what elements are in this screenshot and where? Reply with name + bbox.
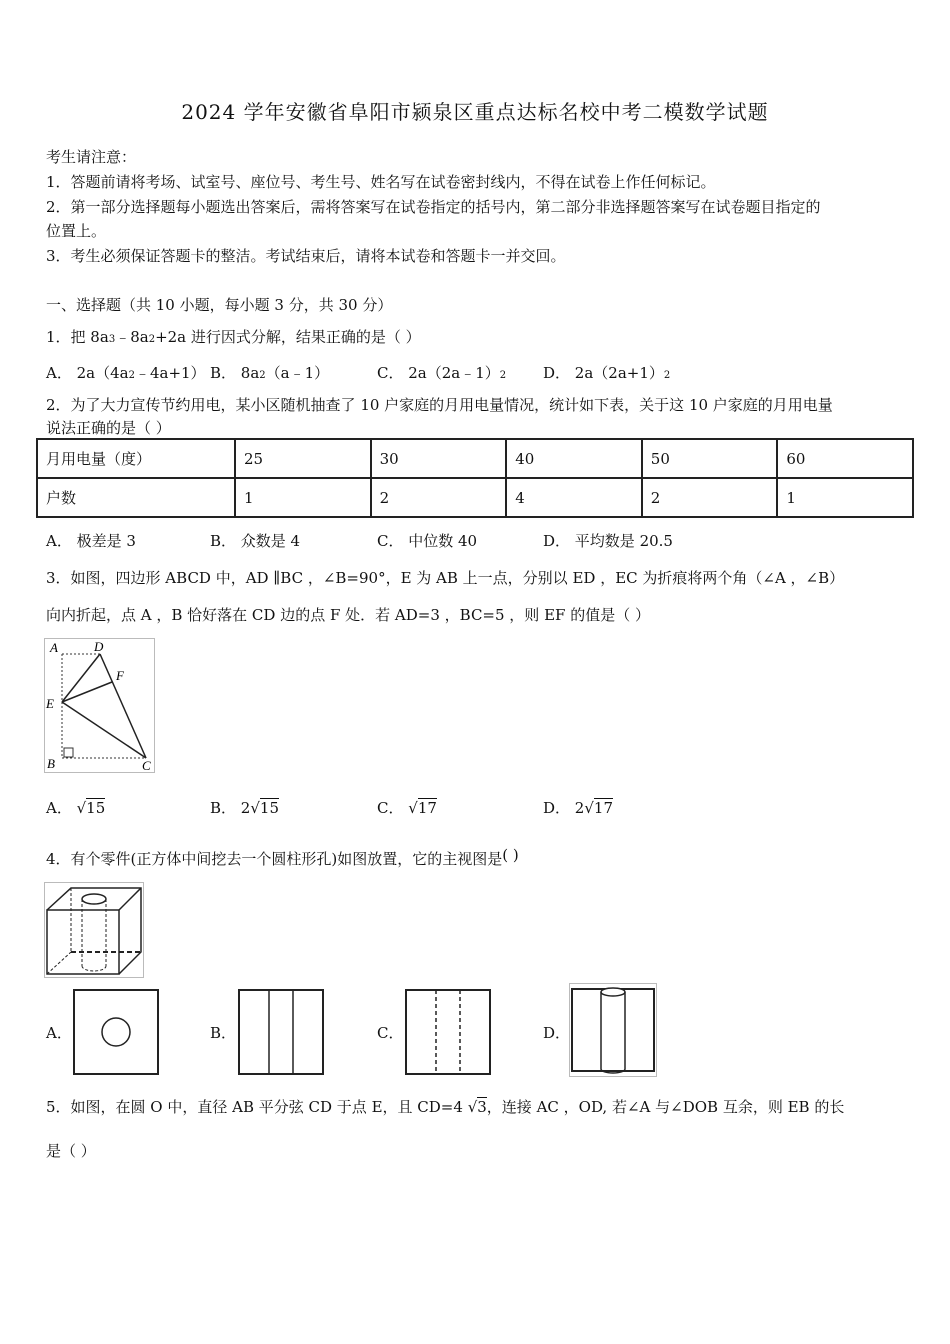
- q5-stem-2: 是（ ）: [46, 1142, 96, 1160]
- q1-option-d[interactable]: [543, 362, 670, 383]
- q1-c-exp: 2: [499, 370, 507, 381]
- q3-label-c: C: [142, 758, 151, 773]
- q1-b-text-2: （a﹣1）: [265, 364, 330, 382]
- q4-option-d-figure[interactable]: [569, 983, 657, 1077]
- q4-stem: [46, 848, 519, 869]
- q2-option-d[interactable]: D． 平均数是 20.5: [543, 532, 673, 550]
- q3-a-text: A．: [46, 799, 72, 817]
- q1-d-text: D． 2a（2a+1）: [543, 364, 664, 382]
- q1-stem: [46, 326, 421, 347]
- q5-radicand: 3: [477, 1098, 487, 1116]
- q5-stem-text-2: ，连接 AC ，OD, 若∠A 与∠DOB 互余，则 EB 的长: [486, 1098, 845, 1116]
- q5-stem-1: 5．如图，在圆 O 中，直径 AB 平分弦 CD 于点 E，且 CD=4 √3，连接 AC ，OD, 若∠A 与∠DOB 互余，则 EB 的长: [46, 1098, 845, 1116]
- q3-figure: [44, 638, 156, 774]
- q4-stem-text: 4．有个零件(正方体中间挖去一个圆柱形孔)如图放置，它的主视图是: [46, 850, 503, 868]
- q3-label-d: D: [94, 639, 104, 654]
- q3-label-b: B: [47, 756, 55, 771]
- q1-option-b[interactable]: [210, 362, 329, 383]
- q2-option-c[interactable]: C． 中位数 40: [377, 532, 478, 550]
- q1-stem-text-2: ﹣8a: [115, 328, 149, 346]
- q4-option-d[interactable]: D．: [543, 1024, 571, 1042]
- q4-hole-top: [82, 894, 106, 904]
- q4-a-circle: [102, 1018, 130, 1046]
- q3-d-radicand: 17: [593, 799, 613, 817]
- q4-cube-front: [47, 910, 119, 974]
- q4-b-square: [239, 990, 323, 1074]
- q3-option-c[interactable]: C． √17: [377, 799, 437, 817]
- q4-option-c[interactable]: C．: [377, 1024, 404, 1042]
- q3-label-a: A: [50, 640, 58, 655]
- q2-stem-1: 2．为了大力宣传节约用电，某小区随机抽查了 10 户家庭的月用电量情况，统计如下表，关于这 10 户家庭的月用电量: [46, 396, 833, 414]
- q4-c-square: [406, 990, 490, 1074]
- q3-c-radicand: 17: [417, 799, 437, 817]
- q1-stem-text: 1．把 8a: [46, 328, 109, 346]
- q3-b-text: B． 2: [210, 799, 251, 817]
- q4-a-square: [74, 990, 158, 1074]
- section-heading: 一、选择题（共 10 小题，每小题 3 分，共 30 分）: [46, 296, 393, 314]
- notice-item-1: 1．答题前请将考场、试室号、座位号、考生号、姓名写在试卷密封线内，不得在试卷上作任何标记。: [46, 173, 716, 191]
- q4-hole-bottom: [82, 966, 106, 971]
- q1-exp-2: 2: [148, 334, 156, 345]
- table-row: [37, 478, 913, 517]
- q1-b-exp: 2: [259, 370, 266, 381]
- notice-heading: 考生请注意：: [46, 148, 137, 166]
- notice-item-2-cont: 位置上。: [46, 222, 107, 240]
- q1-a-text-2: ﹣4a+1）: [134, 364, 206, 382]
- q3-option-b[interactable]: B． 2√15: [210, 799, 279, 817]
- q3-option-d[interactable]: D． 2√17: [543, 799, 613, 817]
- q3-label-f: F: [116, 668, 124, 683]
- q1-a-text: A． 2a（4a: [46, 364, 129, 382]
- table-cell: 1: [235, 478, 371, 517]
- q3-stem-2: 向内折起，点 A ，B 恰好落在 CD 边的点 F 处．若 AD=3 ，BC=5 ，则 EF 的值是（ ）: [46, 606, 650, 624]
- q1-b-text: B． 8a: [210, 364, 260, 382]
- q4-option-a-figure[interactable]: [72, 988, 160, 1076]
- q2-option-a[interactable]: A． 极差是 3: [46, 532, 136, 550]
- q3-option-a[interactable]: A． √15: [46, 799, 106, 817]
- q4-option-b[interactable]: B．: [210, 1024, 237, 1042]
- notice-item-2: 2．第一部分选择题每小题选出答案后，需将答案写在试卷指定的括号内，第二部分非选择题答案写在试卷题目指定的: [46, 198, 821, 216]
- q2-stem-2: 说法正确的是（ ）: [46, 419, 171, 437]
- q4-option-b-figure[interactable]: [237, 988, 325, 1076]
- table-cell: 40: [506, 439, 642, 478]
- q1-option-c[interactable]: [377, 362, 506, 383]
- q1-option-a[interactable]: [46, 362, 206, 383]
- q2-option-b[interactable]: B． 众数是 4: [210, 532, 301, 550]
- q4-cube-top-side: [47, 888, 141, 974]
- q3-c-text: C．: [377, 799, 404, 817]
- notice-item-3: 3．考生必须保证答题卡的整洁。考试结束后，请将本试卷和答题卡一并交回。: [46, 247, 566, 265]
- q4-paren: ( ): [502, 846, 519, 864]
- table-cell: 30: [371, 439, 507, 478]
- q4-cube-figure: [44, 882, 144, 978]
- table-cell: 50: [642, 439, 778, 478]
- table-cell: 2: [371, 478, 507, 517]
- q3-label-e: E: [46, 696, 54, 711]
- q2-table: [36, 438, 914, 518]
- q4-cube-edge: [119, 888, 141, 910]
- q1-stem-text-3: +2a 进行因式分解，结果正确的是（ ）: [155, 328, 421, 346]
- table-cell: 月用电量（度）: [37, 439, 235, 478]
- q5-stem-text: 5．如图，在圆 O 中，直径 AB 平分弦 CD 于点 E，且 CD=4: [46, 1098, 463, 1116]
- q4-option-a[interactable]: A．: [46, 1024, 72, 1042]
- table-cell: 1: [777, 478, 913, 517]
- page-title: 2024 学年安徽省阜阳市颍泉区重点达标名校中考二模数学试题: [181, 100, 769, 124]
- q1-exp-1: 3: [108, 334, 116, 345]
- q3-b-radicand: 15: [259, 799, 279, 817]
- table-cell: 4: [506, 478, 642, 517]
- q4-d-frame: [570, 984, 657, 1077]
- q1-a-exp: 2: [128, 370, 135, 381]
- table-row: [37, 439, 913, 478]
- table-cell: 2: [642, 478, 778, 517]
- q4-d-square: [572, 989, 654, 1071]
- q1-d-exp: 2: [663, 370, 671, 381]
- q1-c-text: C． 2a（2a﹣1）: [377, 364, 500, 382]
- table-cell: 60: [777, 439, 913, 478]
- q3-stem-1: 3．如图，四边形 ABCD 中，AD ∥BC ，∠B=90°，E 为 AB 上一点，分别以 ED ，EC 为折痕将两个角（∠A ，∠B）: [46, 569, 845, 587]
- q3-a-radicand: 15: [86, 799, 106, 817]
- q3-right-angle-mark: [64, 748, 73, 757]
- q4-option-c-figure[interactable]: [404, 988, 492, 1076]
- table-cell: 25: [235, 439, 371, 478]
- q4-cube-hidden-diag: [47, 952, 71, 974]
- q3-d-text: D． 2: [543, 799, 585, 817]
- table-cell: 户数: [37, 478, 235, 517]
- q4-d-ellipse-top: [601, 988, 625, 996]
